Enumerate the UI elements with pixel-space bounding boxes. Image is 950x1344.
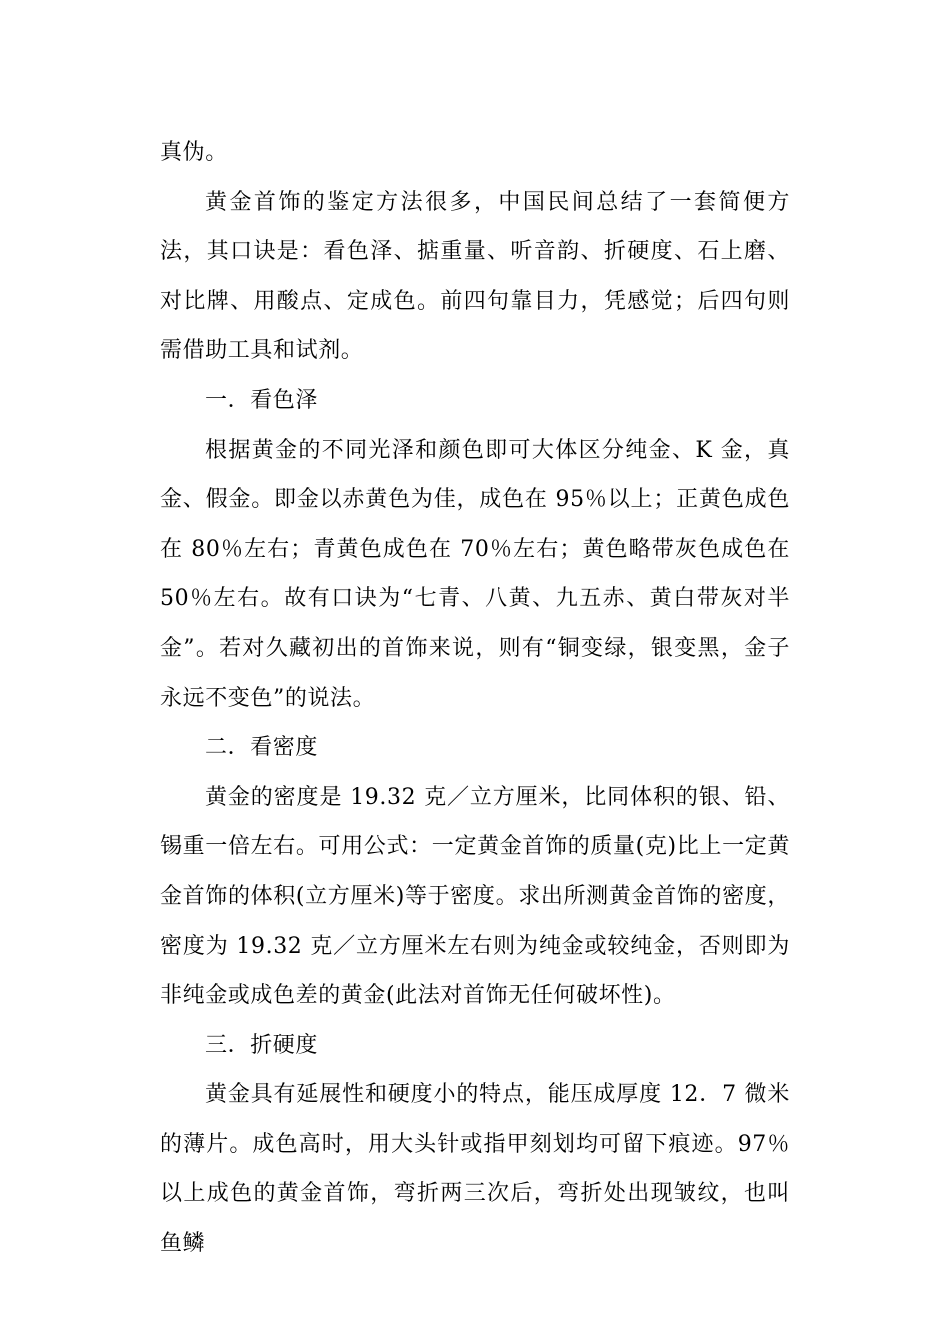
section-heading-color: 一．看色泽 <box>205 387 319 413</box>
paragraph-color: 根据黄金的不同光泽和颜色即可大体区分纯金、K 金，真金、假金。即金以赤黄色为佳，成色在 95％以上；正黄色成色在 80％左右；青黄色成色在 70％左右；黄色略带灰色成色在 50％左右。故有口诀为“七青、八黄、九五赤、黄白带灰对半金”。若对久藏初出的首饰来说，则有“铜变绿，银变黑，金子永远不变色”的说法。 <box>160 437 790 711</box>
section-heading-density: 二．看密度 <box>205 735 319 761</box>
paragraph-continuation: 真伪。 <box>160 140 228 165</box>
paragraph-hardness: 黄金具有延展性和硬度小的特点，能压成厚度 12．7 微米的薄片。成色高时，用大头针或指甲刻划均可留下痕迹。97％以上成色的黄金首饰，弯折两三次后，弯折处出现皱纹，也叫鱼鳞 <box>160 1082 790 1257</box>
section-heading-hardness: 三．折硬度 <box>205 1032 319 1058</box>
document-body <box>160 128 790 1269</box>
paragraph-density: 黄金的密度是 19.32 克／立方厘米，比同体积的银、铅、锡重一倍左右。可用公式：一定黄金首饰的质量(克)比上一定黄金首饰的体积(立方厘米)等于密度。求出所测黄金首饰的密度，密度为 19.32 克／立方厘米左右则为纯金或较纯金，否则即为非纯金或成色差的黄金(此法对首饰无任何破坏性)。 <box>160 784 790 1009</box>
paragraph-intro: 黄金首饰的鉴定方法很多，中国民间总结了一套简便方法，其口诀是：看色泽、掂重量、听音韵、折硬度、石上磨、对比牌、用酸点、定成色。前四句靠目力，凭感觉；后四句则需借助工具和试剂。 <box>160 189 790 364</box>
